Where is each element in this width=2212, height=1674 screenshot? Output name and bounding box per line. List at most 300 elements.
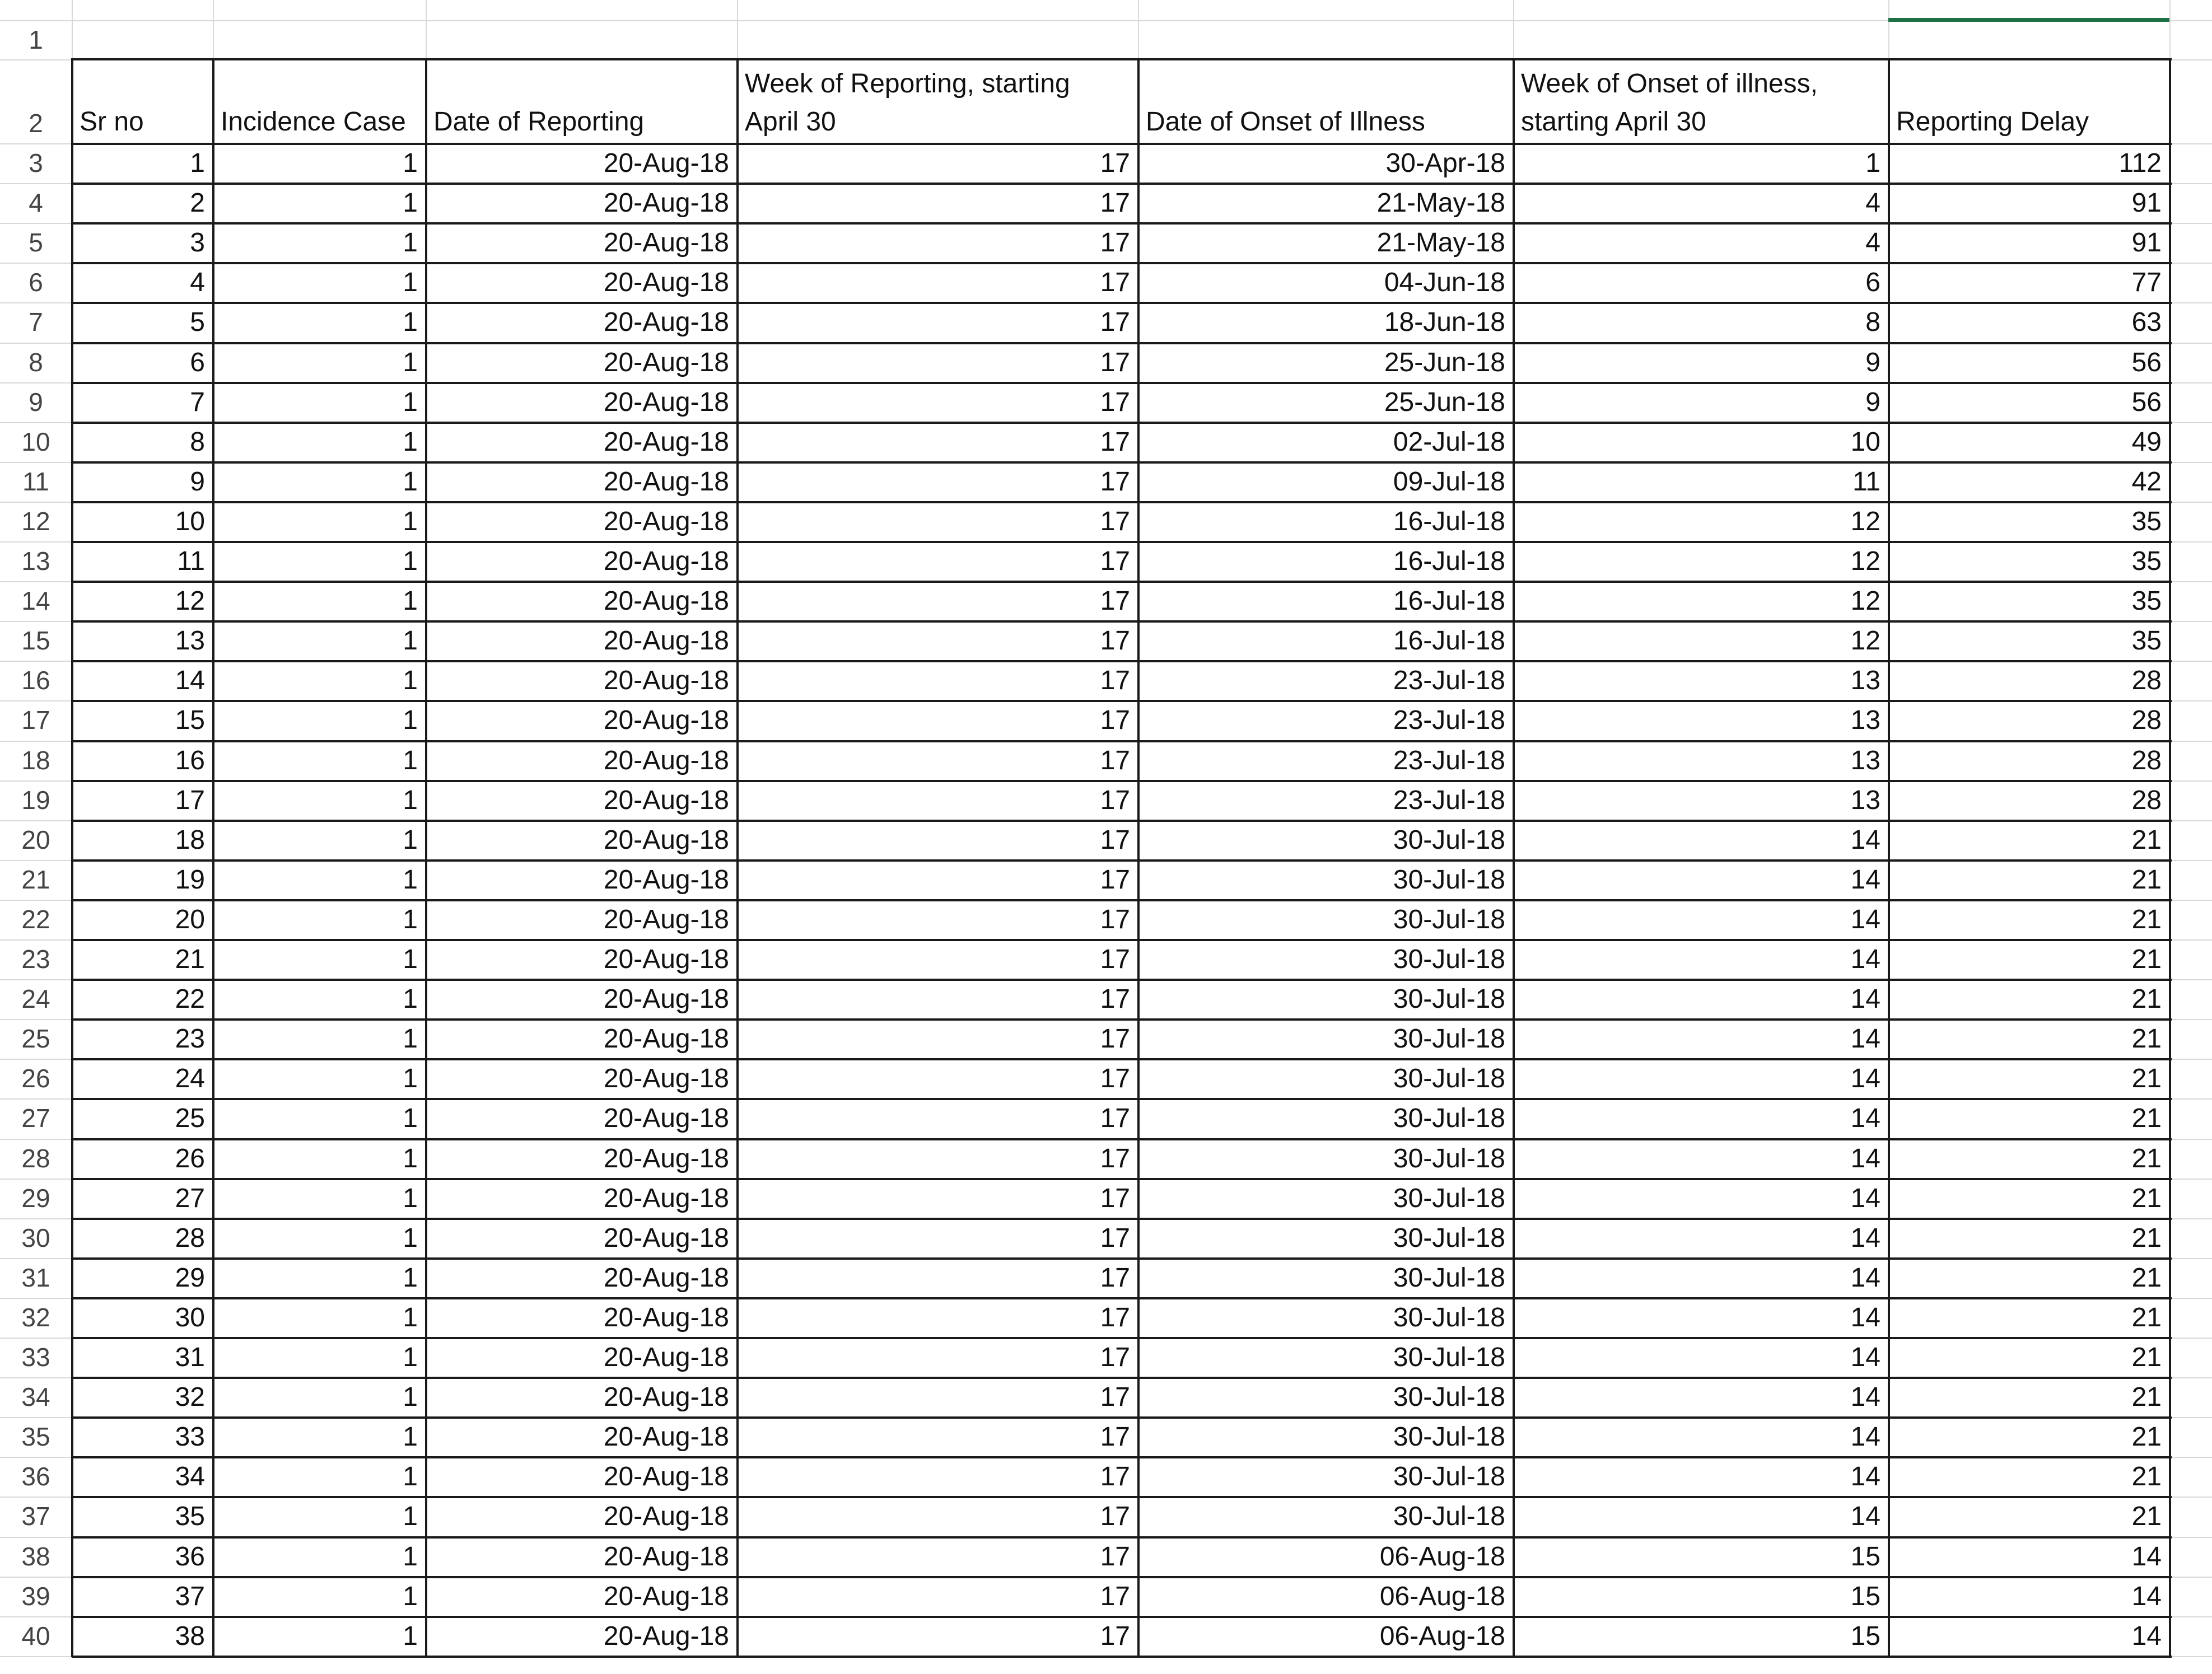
cell-incidence_case[interactable]: 1 [403,1223,418,1253]
cell-reporting_delay[interactable]: 35 [2131,506,2162,536]
cell-week_of_reporting[interactable]: 17 [1100,1581,1130,1611]
column-header-week_of_reporting[interactable]: Week of Reporting, starting [745,69,1070,99]
row-header[interactable]: 11 [22,466,49,496]
cell-incidence_case[interactable]: 1 [403,268,418,298]
row-header[interactable]: 3 [29,148,43,177]
cell-incidence_case[interactable]: 1 [403,1064,418,1094]
cell-incidence_case[interactable]: 1 [403,466,418,497]
cell-week_of_onset[interactable]: 14 [1850,1103,1880,1134]
row-header[interactable]: 38 [21,1541,50,1571]
cell-sr_no[interactable]: 28 [175,1223,205,1253]
row-header[interactable]: 16 [21,666,50,695]
cell-incidence_case[interactable]: 1 [403,1502,418,1532]
cell-date_of_onset[interactable]: 30-Jul-18 [1393,1143,1505,1173]
cell-incidence_case[interactable]: 1 [403,1103,418,1134]
row-header[interactable]: 22 [21,904,50,934]
cell-date_of_onset[interactable]: 06-Aug-18 [1379,1621,1505,1651]
cell-date_of_onset[interactable]: 30-Jul-18 [1393,1103,1505,1134]
row-header[interactable]: 9 [29,387,43,417]
cell-week_of_onset[interactable]: 14 [1850,1502,1880,1532]
cell-incidence_case[interactable]: 1 [403,586,418,616]
cell-reporting_delay[interactable]: 112 [2118,148,2162,178]
cell-date_of_reporting[interactable]: 20-Aug-18 [603,506,729,536]
cell-week_of_reporting[interactable]: 17 [1100,228,1130,258]
cell-sr_no[interactable]: 34 [175,1462,205,1492]
cell-sr_no[interactable]: 16 [175,745,205,775]
cell-date_of_reporting[interactable]: 20-Aug-18 [603,268,729,298]
cell-date_of_reporting[interactable]: 20-Aug-18 [603,1343,729,1372]
cell-sr_no[interactable]: 25 [175,1103,205,1134]
cell-sr_no[interactable]: 8 [190,427,205,457]
cell-incidence_case[interactable]: 1 [403,1462,418,1492]
cell-week_of_reporting[interactable]: 17 [1100,546,1130,576]
cell-reporting_delay[interactable]: 21 [2131,984,2162,1014]
cell-incidence_case[interactable]: 1 [403,904,418,934]
cell-reporting_delay[interactable]: 21 [2131,864,2162,895]
column-header-sr_no[interactable]: Sr no [80,107,144,137]
cell-date_of_reporting[interactable]: 20-Aug-18 [603,1064,729,1094]
cell-date_of_reporting[interactable]: 20-Aug-18 [603,864,729,895]
cell-week_of_reporting[interactable]: 17 [1100,506,1130,536]
cell-week_of_onset[interactable]: 14 [1850,825,1880,855]
row-header[interactable]: 6 [29,268,43,297]
cell-week_of_reporting[interactable]: 17 [1100,1143,1130,1173]
cell-week_of_reporting[interactable]: 17 [1100,1462,1130,1492]
cell-date_of_onset[interactable]: 18-Jun-18 [1384,307,1505,338]
cell-incidence_case[interactable]: 1 [403,785,418,815]
cell-incidence_case[interactable]: 1 [403,228,418,258]
cell-reporting_delay[interactable]: 21 [2131,1262,2162,1293]
row-header[interactable]: 30 [21,1223,50,1252]
cell-week_of_onset[interactable]: 8 [1865,307,1880,338]
cell-week_of_reporting[interactable]: 17 [1100,1382,1130,1413]
cell-week_of_onset[interactable]: 13 [1850,785,1880,815]
cell-date_of_onset[interactable]: 30-Jul-18 [1393,944,1505,974]
cell-week_of_onset[interactable]: 14 [1850,904,1880,934]
cell-incidence_case[interactable]: 1 [403,1262,418,1293]
column-header-week_of_reporting[interactable]: April 30 [745,107,836,137]
cell-incidence_case[interactable]: 1 [403,188,418,218]
row-header[interactable]: 31 [21,1262,50,1292]
cell-incidence_case[interactable]: 1 [403,626,418,656]
cell-reporting_delay[interactable]: 21 [2131,1143,2162,1173]
cell-reporting_delay[interactable]: 35 [2131,626,2162,656]
cell-week_of_reporting[interactable]: 17 [1100,785,1130,815]
cell-incidence_case[interactable]: 1 [403,745,418,775]
cell-sr_no[interactable]: 21 [175,944,205,974]
cell-reporting_delay[interactable]: 21 [2131,1223,2162,1253]
cell-week_of_onset[interactable]: 15 [1850,1581,1880,1611]
cell-incidence_case[interactable]: 1 [403,825,418,855]
cell-week_of_reporting[interactable]: 17 [1100,1223,1130,1253]
row-header[interactable]: 13 [21,546,50,576]
cell-week_of_onset[interactable]: 9 [1865,387,1880,417]
cell-sr_no[interactable]: 32 [175,1382,205,1413]
cell-sr_no[interactable]: 35 [175,1502,205,1532]
cell-incidence_case[interactable]: 1 [403,1621,418,1651]
cell-week_of_reporting[interactable]: 17 [1100,307,1130,338]
cell-date_of_reporting[interactable]: 20-Aug-18 [603,785,729,815]
cell-week_of_onset[interactable]: 14 [1850,1183,1880,1213]
cell-date_of_reporting[interactable]: 20-Aug-18 [603,1382,729,1413]
cell-week_of_reporting[interactable]: 17 [1100,1422,1130,1452]
cell-week_of_onset[interactable]: 10 [1850,427,1880,457]
cell-date_of_onset[interactable]: 30-Jul-18 [1393,1343,1505,1372]
cell-sr_no[interactable]: 6 [190,347,205,377]
row-header[interactable]: 20 [21,825,50,854]
cell-week_of_onset[interactable]: 12 [1850,546,1880,576]
cell-date_of_onset[interactable]: 02-Jul-18 [1393,427,1505,457]
cell-incidence_case[interactable]: 1 [403,1183,418,1213]
cell-incidence_case[interactable]: 1 [403,1302,418,1332]
cell-date_of_onset[interactable]: 23-Jul-18 [1393,785,1505,815]
cell-week_of_onset[interactable]: 14 [1850,1302,1880,1332]
cell-week_of_reporting[interactable]: 17 [1100,705,1130,736]
cell-sr_no[interactable]: 38 [175,1621,205,1651]
cell-week_of_reporting[interactable]: 17 [1100,904,1130,934]
cell-reporting_delay[interactable]: 21 [2131,944,2162,974]
cell-week_of_onset[interactable]: 15 [1850,1621,1880,1651]
cell-date_of_reporting[interactable]: 20-Aug-18 [603,1302,729,1332]
row-header[interactable]: 32 [21,1302,50,1332]
cell-week_of_onset[interactable]: 14 [1850,1262,1880,1293]
cell-date_of_reporting[interactable]: 20-Aug-18 [603,745,729,775]
cell-incidence_case[interactable]: 1 [403,666,418,696]
row-header[interactable]: 7 [29,307,43,337]
cell-week_of_reporting[interactable]: 17 [1100,1302,1130,1332]
row-header[interactable]: 27 [21,1103,50,1133]
cell-sr_no[interactable]: 37 [175,1581,205,1611]
cell-week_of_reporting[interactable]: 17 [1100,1343,1130,1372]
cell-week_of_onset[interactable]: 14 [1850,1024,1880,1054]
cell-date_of_reporting[interactable]: 20-Aug-18 [603,626,729,656]
row-header[interactable]: 23 [21,944,50,974]
row-header[interactable]: 4 [29,188,43,218]
cell-week_of_reporting[interactable]: 17 [1100,466,1130,497]
cell-reporting_delay[interactable]: 49 [2131,427,2162,457]
cell-date_of_onset[interactable]: 30-Jul-18 [1393,984,1505,1014]
cell-incidence_case[interactable]: 1 [403,1422,418,1452]
cell-date_of_reporting[interactable]: 20-Aug-18 [603,1024,729,1054]
cell-date_of_reporting[interactable]: 20-Aug-18 [603,347,729,377]
cell-date_of_onset[interactable]: 21-May-18 [1376,228,1505,258]
cell-reporting_delay[interactable]: 77 [2131,268,2162,298]
cell-week_of_reporting[interactable]: 17 [1100,347,1130,377]
cell-week_of_onset[interactable]: 14 [1850,1064,1880,1094]
cell-date_of_reporting[interactable]: 20-Aug-18 [603,148,729,178]
cell-date_of_onset[interactable]: 25-Jun-18 [1384,347,1505,377]
cell-date_of_onset[interactable]: 30-Apr-18 [1385,148,1505,178]
cell-reporting_delay[interactable]: 21 [2131,1502,2162,1532]
cell-reporting_delay[interactable]: 21 [2131,1064,2162,1094]
cell-date_of_reporting[interactable]: 20-Aug-18 [603,228,729,258]
row-header[interactable]: 34 [21,1382,50,1412]
cell-incidence_case[interactable]: 1 [403,148,418,178]
row-header[interactable]: 39 [21,1581,50,1611]
row-header[interactable]: 24 [21,984,50,1014]
cell-date_of_onset[interactable]: 23-Jul-18 [1393,745,1505,775]
cell-week_of_reporting[interactable]: 17 [1100,666,1130,696]
cell-date_of_onset[interactable]: 30-Jul-18 [1393,864,1505,895]
cell-incidence_case[interactable]: 1 [403,307,418,338]
cell-week_of_reporting[interactable]: 17 [1100,944,1130,974]
cell-week_of_reporting[interactable]: 17 [1100,586,1130,616]
cell-sr_no[interactable]: 9 [190,466,205,497]
cell-sr_no[interactable]: 36 [175,1541,205,1572]
cell-sr_no[interactable]: 19 [175,864,205,895]
cell-week_of_reporting[interactable]: 17 [1100,1541,1130,1572]
row-header[interactable]: 35 [21,1422,50,1452]
row-header[interactable]: 8 [29,347,43,377]
cell-date_of_reporting[interactable]: 20-Aug-18 [603,1262,729,1293]
cell-week_of_onset[interactable]: 14 [1850,984,1880,1014]
cell-week_of_reporting[interactable]: 17 [1100,984,1130,1014]
cell-incidence_case[interactable]: 1 [403,944,418,974]
cell-date_of_onset[interactable]: 09-Jul-18 [1393,466,1505,497]
cell-incidence_case[interactable]: 1 [403,1382,418,1413]
cell-date_of_onset[interactable]: 23-Jul-18 [1393,666,1505,696]
cell-incidence_case[interactable]: 1 [403,1541,418,1572]
cell-date_of_reporting[interactable]: 20-Aug-18 [603,1422,729,1452]
cell-week_of_reporting[interactable]: 17 [1100,1621,1130,1651]
cell-date_of_reporting[interactable]: 20-Aug-18 [603,705,729,736]
cell-week_of_reporting[interactable]: 17 [1100,864,1130,895]
cell-reporting_delay[interactable]: 35 [2131,586,2162,616]
row-header[interactable]: 28 [21,1143,50,1173]
row-header[interactable]: 18 [21,745,50,775]
row-header[interactable]: 10 [21,427,50,456]
cell-date_of_onset[interactable]: 30-Jul-18 [1393,1223,1505,1253]
row-header[interactable]: 21 [21,864,50,894]
cell-week_of_reporting[interactable]: 17 [1100,148,1130,178]
cell-week_of_onset[interactable]: 14 [1850,1462,1880,1492]
cell-week_of_onset[interactable]: 14 [1850,944,1880,974]
cell-reporting_delay[interactable]: 28 [2131,785,2162,815]
column-header-date_of_reporting[interactable]: Date of Reporting [433,107,645,137]
cell-week_of_onset[interactable]: 14 [1850,864,1880,895]
cell-date_of_reporting[interactable]: 20-Aug-18 [603,1502,729,1532]
cell-reporting_delay[interactable]: 35 [2131,546,2162,576]
cell-sr_no[interactable]: 23 [175,1024,205,1054]
cell-sr_no[interactable]: 30 [175,1302,205,1332]
cell-date_of_onset[interactable]: 04-Jun-18 [1384,268,1505,298]
cell-date_of_onset[interactable]: 16-Jul-18 [1393,546,1505,576]
row-header[interactable]: 36 [21,1462,50,1491]
cell-week_of_reporting[interactable]: 17 [1100,188,1130,218]
cell-incidence_case[interactable]: 1 [403,705,418,736]
cell-date_of_reporting[interactable]: 20-Aug-18 [603,1621,729,1651]
cell-date_of_onset[interactable]: 30-Jul-18 [1393,1262,1505,1293]
cell-reporting_delay[interactable]: 42 [2131,466,2162,497]
cell-incidence_case[interactable]: 1 [403,1343,418,1372]
cell-week_of_reporting[interactable]: 17 [1100,745,1130,775]
cell-week_of_reporting[interactable]: 17 [1100,1502,1130,1532]
row-header[interactable]: 37 [21,1502,50,1531]
cell-sr_no[interactable]: 22 [175,984,205,1014]
cell-week_of_onset[interactable]: 12 [1850,626,1880,656]
row-header[interactable]: 29 [21,1183,50,1213]
cell-date_of_onset[interactable]: 16-Jul-18 [1393,506,1505,536]
cell-reporting_delay[interactable]: 14 [2131,1581,2162,1611]
cell-sr_no[interactable]: 33 [175,1422,205,1452]
cell-week_of_reporting[interactable]: 17 [1100,825,1130,855]
cell-sr_no[interactable]: 31 [175,1343,205,1372]
cell-sr_no[interactable]: 18 [175,825,205,855]
cell-sr_no[interactable]: 29 [175,1262,205,1293]
cell-week_of_reporting[interactable]: 17 [1100,626,1130,656]
cell-date_of_reporting[interactable]: 20-Aug-18 [603,666,729,696]
cell-week_of_onset[interactable]: 15 [1850,1541,1880,1572]
cell-sr_no[interactable]: 24 [175,1064,205,1094]
cell-date_of_onset[interactable]: 30-Jul-18 [1393,825,1505,855]
cell-week_of_onset[interactable]: 14 [1850,1422,1880,1452]
cell-sr_no[interactable]: 26 [175,1143,205,1173]
cell-reporting_delay[interactable]: 63 [2131,307,2162,338]
cell-week_of_reporting[interactable]: 17 [1100,1183,1130,1213]
cell-week_of_onset[interactable]: 4 [1865,228,1880,258]
cell-week_of_reporting[interactable]: 17 [1100,1024,1130,1054]
cell-reporting_delay[interactable]: 56 [2131,387,2162,417]
cell-week_of_onset[interactable]: 14 [1850,1223,1880,1253]
cell-date_of_onset[interactable]: 16-Jul-18 [1393,626,1505,656]
cell-sr_no[interactable]: 7 [190,387,205,417]
cell-sr_no[interactable]: 27 [175,1183,205,1213]
cell-week_of_reporting[interactable]: 17 [1100,1262,1130,1293]
row-header[interactable]: 15 [21,626,50,656]
cell-reporting_delay[interactable]: 21 [2131,1422,2162,1452]
cell-sr_no[interactable]: 1 [190,148,205,178]
cell-incidence_case[interactable]: 1 [403,427,418,457]
cell-incidence_case[interactable]: 1 [403,984,418,1014]
cell-week_of_onset[interactable]: 11 [1852,466,1880,497]
cell-week_of_onset[interactable]: 13 [1850,745,1880,775]
row-header[interactable]: 33 [21,1343,50,1372]
cell-sr_no[interactable]: 17 [175,785,205,815]
cell-date_of_onset[interactable]: 30-Jul-18 [1393,1024,1505,1054]
row-header[interactable]: 1 [29,25,43,54]
cell-sr_no[interactable]: 5 [190,307,205,338]
cell-date_of_onset[interactable]: 30-Jul-18 [1393,1064,1505,1094]
cell-week_of_reporting[interactable]: 17 [1100,387,1130,417]
cell-week_of_onset[interactable]: 4 [1865,188,1880,218]
cell-date_of_reporting[interactable]: 20-Aug-18 [603,427,729,457]
column-header-date_of_onset[interactable]: Date of Onset of Illness [1146,107,1425,137]
cell-incidence_case[interactable]: 1 [403,1024,418,1054]
cell-reporting_delay[interactable]: 28 [2131,745,2162,775]
cell-incidence_case[interactable]: 1 [403,1143,418,1173]
cell-date_of_onset[interactable]: 30-Jul-18 [1393,1422,1505,1452]
cell-week_of_onset[interactable]: 14 [1850,1382,1880,1413]
cell-date_of_onset[interactable]: 30-Jul-18 [1393,904,1505,934]
cell-week_of_onset[interactable]: 6 [1865,268,1880,298]
row-header[interactable]: 2 [29,109,43,138]
cell-week_of_reporting[interactable]: 17 [1100,1103,1130,1134]
row-header[interactable]: 14 [21,586,50,616]
column-header-incidence_case[interactable]: Incidence Case [221,107,406,137]
cell-date_of_onset[interactable]: 16-Jul-18 [1393,586,1505,616]
cell-sr_no[interactable]: 14 [175,666,205,696]
cell-reporting_delay[interactable]: 21 [2131,1183,2162,1213]
cell-date_of_reporting[interactable]: 20-Aug-18 [603,904,729,934]
cell-reporting_delay[interactable]: 56 [2131,347,2162,377]
column-header-week_of_onset[interactable]: Week of Onset of illness, [1521,69,1818,99]
row-header[interactable]: 40 [21,1621,50,1650]
cell-date_of_reporting[interactable]: 20-Aug-18 [603,307,729,338]
cell-sr_no[interactable]: 4 [190,268,205,298]
cell-date_of_reporting[interactable]: 20-Aug-18 [603,1103,729,1134]
row-header[interactable]: 5 [29,228,43,258]
cell-date_of_onset[interactable]: 30-Jul-18 [1393,1502,1505,1532]
cell-week_of_onset[interactable]: 1 [1865,148,1880,178]
cell-incidence_case[interactable]: 1 [403,1581,418,1611]
cell-date_of_reporting[interactable]: 20-Aug-18 [603,1143,729,1173]
cell-reporting_delay[interactable]: 28 [2131,666,2162,696]
cell-week_of_onset[interactable]: 14 [1850,1143,1880,1173]
cell-date_of_reporting[interactable]: 20-Aug-18 [603,825,729,855]
cell-date_of_reporting[interactable]: 20-Aug-18 [603,1183,729,1213]
cell-date_of_reporting[interactable]: 20-Aug-18 [603,466,729,497]
row-header[interactable]: 17 [21,705,50,735]
cell-date_of_onset[interactable]: 21-May-18 [1376,188,1505,218]
cell-reporting_delay[interactable]: 21 [2131,904,2162,934]
cell-reporting_delay[interactable]: 21 [2131,825,2162,855]
cell-reporting_delay[interactable]: 91 [2131,188,2162,218]
cell-week_of_onset[interactable]: 13 [1850,705,1880,736]
cell-week_of_reporting[interactable]: 17 [1100,1064,1130,1094]
row-header[interactable]: 26 [21,1064,50,1093]
cell-sr_no[interactable]: 3 [190,228,205,258]
cell-week_of_reporting[interactable]: 17 [1100,427,1130,457]
cell-reporting_delay[interactable]: 21 [2131,1302,2162,1332]
cell-reporting_delay[interactable]: 91 [2131,228,2162,258]
cell-date_of_onset[interactable]: 30-Jul-18 [1393,1382,1505,1413]
cell-date_of_reporting[interactable]: 20-Aug-18 [603,1223,729,1253]
row-header[interactable]: 12 [21,506,50,536]
cell-reporting_delay[interactable]: 21 [2131,1024,2162,1054]
cell-date_of_reporting[interactable]: 20-Aug-18 [603,387,729,417]
cell-reporting_delay[interactable]: 14 [2131,1621,2162,1651]
cell-sr_no[interactable]: 10 [175,506,205,536]
cell-sr_no[interactable]: 11 [177,546,205,576]
column-header-reporting_delay[interactable]: Reporting Delay [1896,107,2089,137]
cell-date_of_onset[interactable]: 30-Jul-18 [1393,1462,1505,1492]
cell-reporting_delay[interactable]: 21 [2131,1343,2162,1372]
cell-sr_no[interactable]: 2 [190,188,205,218]
cell-reporting_delay[interactable]: 14 [2131,1541,2162,1572]
cell-incidence_case[interactable]: 1 [403,506,418,536]
cell-date_of_reporting[interactable]: 20-Aug-18 [603,1581,729,1611]
cell-sr_no[interactable]: 13 [175,626,205,656]
row-header[interactable]: 25 [21,1024,50,1054]
cell-week_of_onset[interactable]: 14 [1850,1343,1880,1372]
column-header-week_of_onset[interactable]: starting April 30 [1521,107,1706,137]
cell-date_of_onset[interactable]: 30-Jul-18 [1393,1183,1505,1213]
cell-week_of_reporting[interactable]: 17 [1100,268,1130,298]
cell-date_of_onset[interactable]: 06-Aug-18 [1379,1541,1505,1572]
row-header[interactable]: 19 [21,785,50,815]
cell-date_of_reporting[interactable]: 20-Aug-18 [603,546,729,576]
cell-date_of_reporting[interactable]: 20-Aug-18 [603,984,729,1014]
cell-reporting_delay[interactable]: 28 [2131,705,2162,736]
cell-week_of_onset[interactable]: 12 [1850,506,1880,536]
cell-week_of_onset[interactable]: 13 [1850,666,1880,696]
cell-sr_no[interactable]: 12 [175,586,205,616]
cell-incidence_case[interactable]: 1 [403,387,418,417]
cell-reporting_delay[interactable]: 21 [2131,1462,2162,1492]
cell-date_of_reporting[interactable]: 20-Aug-18 [603,586,729,616]
cell-sr_no[interactable]: 15 [175,705,205,736]
cell-sr_no[interactable]: 20 [175,904,205,934]
